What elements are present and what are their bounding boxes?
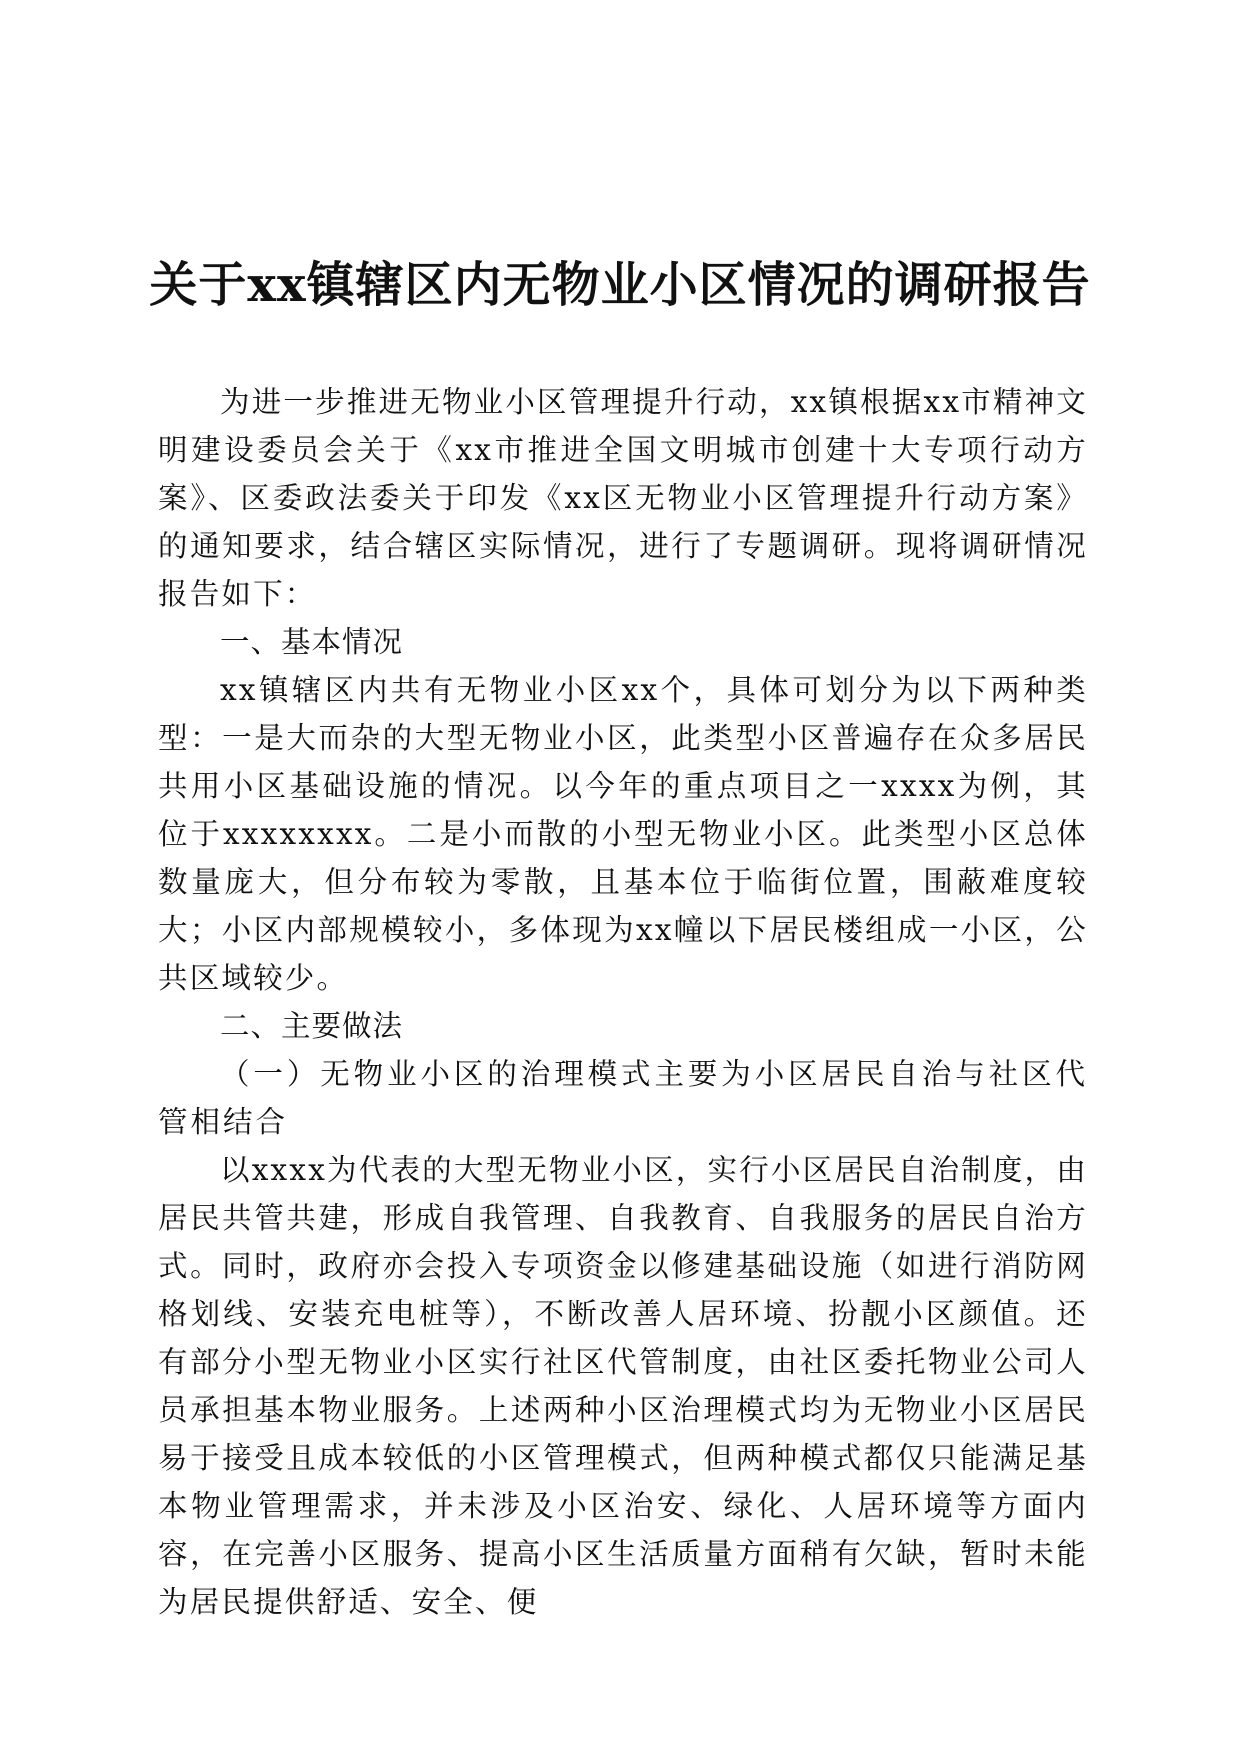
- governance-model-paragraph: 以xxxx为代表的大型无物业小区，实行小区居民自治制度，由居民共管共建，形成自我管理、自我教育、自我服务的居民自治方式。同时，政府亦会投入专项资金以修建基础设施（如进行消防网格划线、安装充电桩等），不断改善人居环境、扮靓小区颜值。还有部分小型无物业小区实行社区代管制度，由社区委托物业公司人员承担基本物业服务。上述两种小区治理模式均为无物业小区居民易于接受且成本较低的小区管理模式，但两种模式都仅只能满足基本物业管理需求，并未涉及小区治安、绿化、人居环境等方面内容，在完善小区服务、提高小区生活质量方面稍有欠缺，暂时未能为居民提供舒适、安全、便: [158, 1153, 1088, 1619]
- section-heading-basic-situation: 一、基本情况: [220, 625, 404, 659]
- document-body: [158, 378, 1088, 1626]
- basic-situation-paragraph: xx镇辖区内共有无物业小区xx个，具体可划分为以下两种类型：一是大而杂的大型无物业小区，此类型小区普遍存在众多居民共用小区基础设施的情况。以今年的重点项目之一xxxx为例，其位于xxxxxxxx。二是小而散的小型无物业小区。此类型小区总体数量庞大，但分布较为零散，且基本位于临街位置，围蔽难度较大；小区内部规模较小，多体现为xx幢以下居民楼组成一小区，公共区域较少。: [158, 673, 1088, 995]
- section-heading-main-practices: 二、主要做法: [220, 1009, 404, 1043]
- intro-paragraph: 为进一步推进无物业小区管理提升行动，xx镇根据xx市精神文明建设委员会关于《xx市推进全国文明城市创建十大专项行动方案》、区委政法委关于印发《xx区无物业小区管理提升行动方案》的通知要求，结合辖区实际情况，进行了专题调研。现将调研情况报告如下：: [158, 385, 1088, 611]
- subsection-heading-governance-model: （一）无物业小区的治理模式主要为小区居民自治与社区代管相结合: [158, 1057, 1088, 1139]
- document-title: 关于xx镇辖区内无物业小区情况的调研报告: [149, 257, 1091, 313]
